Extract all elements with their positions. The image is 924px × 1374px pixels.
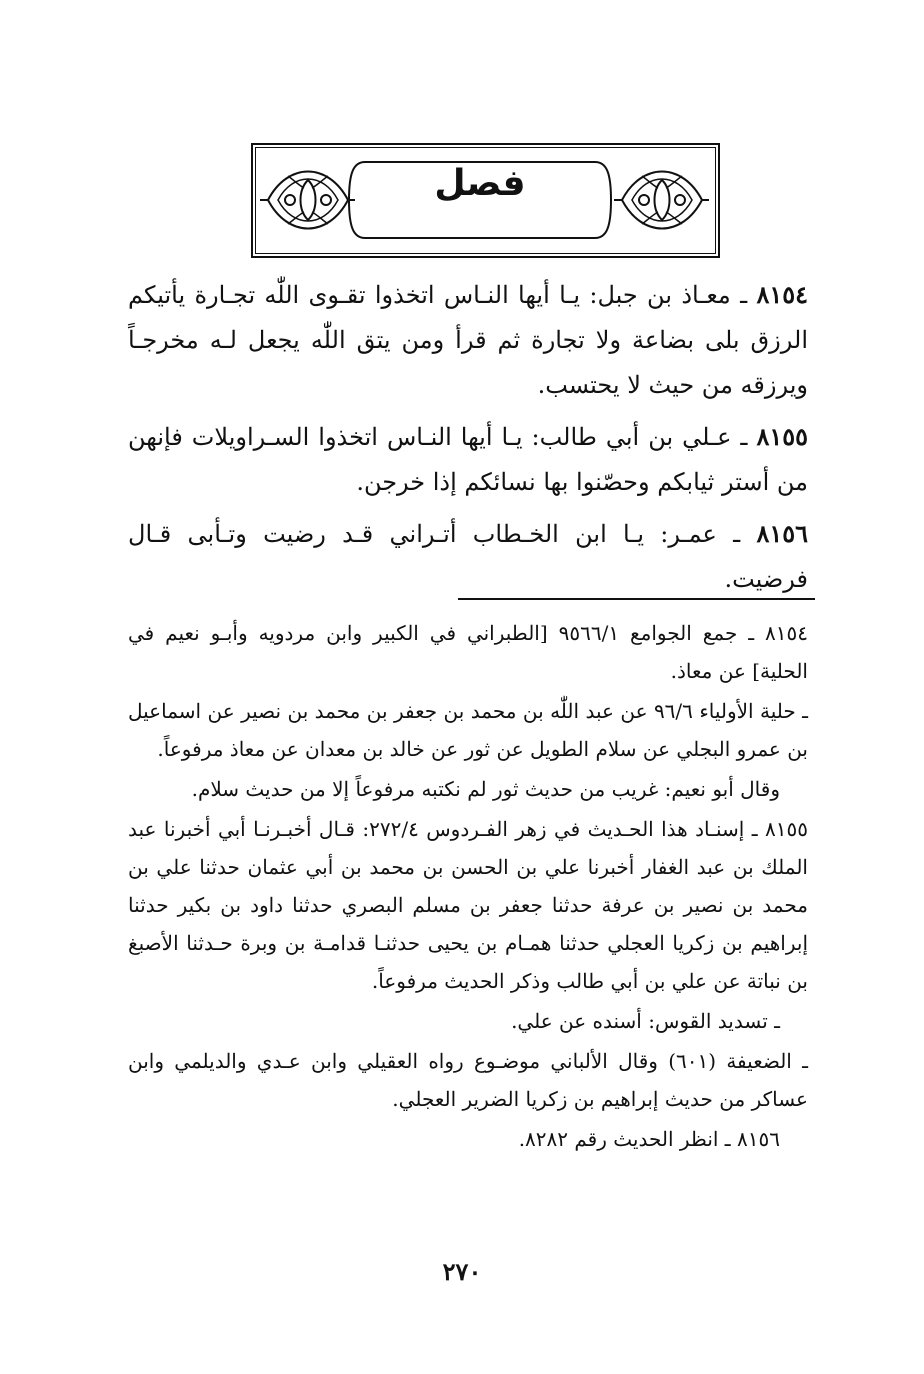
footnote-paragraph: ٨١٥٥ ـ إسنـاد هذا الحـديث في زهر الفـردوس ٢٧٢/٤: قـال أخبـرنـا أبي أخبرنا عبد الملك بن عبد الغفار أخبرنا علي بن الحسن بن محمد بن أبي عثمان حدثنا علي بن محمد بن نصير بن عرفة حدثنا جعفر بن مسلم البصري حدثنا داود بن بكير حدثنا إبراهيم بن زكريا العجلي حدثنا همـام بن يحيى حدثنـا قدامـة بن وبرة حـدثنا الأصبغ بن نباتة عن علي بن أبي طالب وذكر الحديث مرفوعاً. <box>128 817 808 993</box>
footnote-paragraph: ٨١٥٦ ـ انظر الحديث رقم ٨٢٨٢. <box>518 1127 780 1151</box>
entry-number: ٨١٥٥ <box>756 422 808 451</box>
footnote-separator <box>458 598 815 600</box>
footnote-paragraph: ـ حلية الأولياء ٩٦/٦ عن عبد اللّٰه بن محمد بن جعفر بن محمد بن نصير عن اسماعيل بن عمرو البجلي عن سلام الطويل عن ثور عن خالد بن معدان عن معاذ مرفوعاً. <box>128 699 809 761</box>
entry-number: ٨١٥٦ <box>756 519 808 548</box>
entry-number: ٨١٥٤ <box>756 280 808 309</box>
left-ornament-icon <box>258 152 356 248</box>
main-text <box>128 272 808 608</box>
entry-text: ـ عمـر: يـا ابن الخـطاب أتـراني قـد رضيت وتـأبى قـال فرضيت. <box>128 520 808 593</box>
footnotes <box>128 614 808 1160</box>
footnote-paragraph: ـ الضعيفة (٦٠١) وقال الألباني موضـوع رواه العقيلي وابن عـدي والديلمي وابن عساكر من حديث إبراهيم بن زكريا الضرير العجلي. <box>128 1049 808 1111</box>
entry-text: ـ معـاذ بن جبل: يـا أيها النـاس اتخذوا تقـوى اللّٰه تجـارة يأتيكم الرزق بلى بضاعة ولا تجارة ثم قرأ ومن يتق اللّٰه يجعل لـه مخرجـاً ويرزقه من حيث لا يحتسب. <box>128 281 808 399</box>
entry-text: ـ عـلي بن أبي طالب: يـا أيها النـاس اتخذوا السـراويلات فإنهن من أستر ثيابكم وحصّنوا بها نسائكم إذا خرجن. <box>128 423 808 496</box>
footnote-paragraph: ـ تسديد القوس: أسنده عن علي. <box>511 1009 780 1033</box>
entry-8156 <box>128 511 808 602</box>
entry-8154 <box>128 272 808 408</box>
section-title: فصل <box>434 163 526 204</box>
entry-8155 <box>128 414 808 505</box>
right-ornament-icon <box>612 152 710 248</box>
footnote-paragraph: ٨١٥٤ ـ جمع الجوامع ٩٥٦٦/١ [الطبراني في الكبير وابن مردويه وأبـو نعيم في الحلية] عن معاذ. <box>128 621 809 683</box>
footnote-paragraph: وقال أبو نعيم: غريب من حديث ثور لم نكتبه مرفوعاً إلا من حديث سلام. <box>191 777 780 801</box>
page-number: ٢٧٠ <box>442 1257 482 1286</box>
